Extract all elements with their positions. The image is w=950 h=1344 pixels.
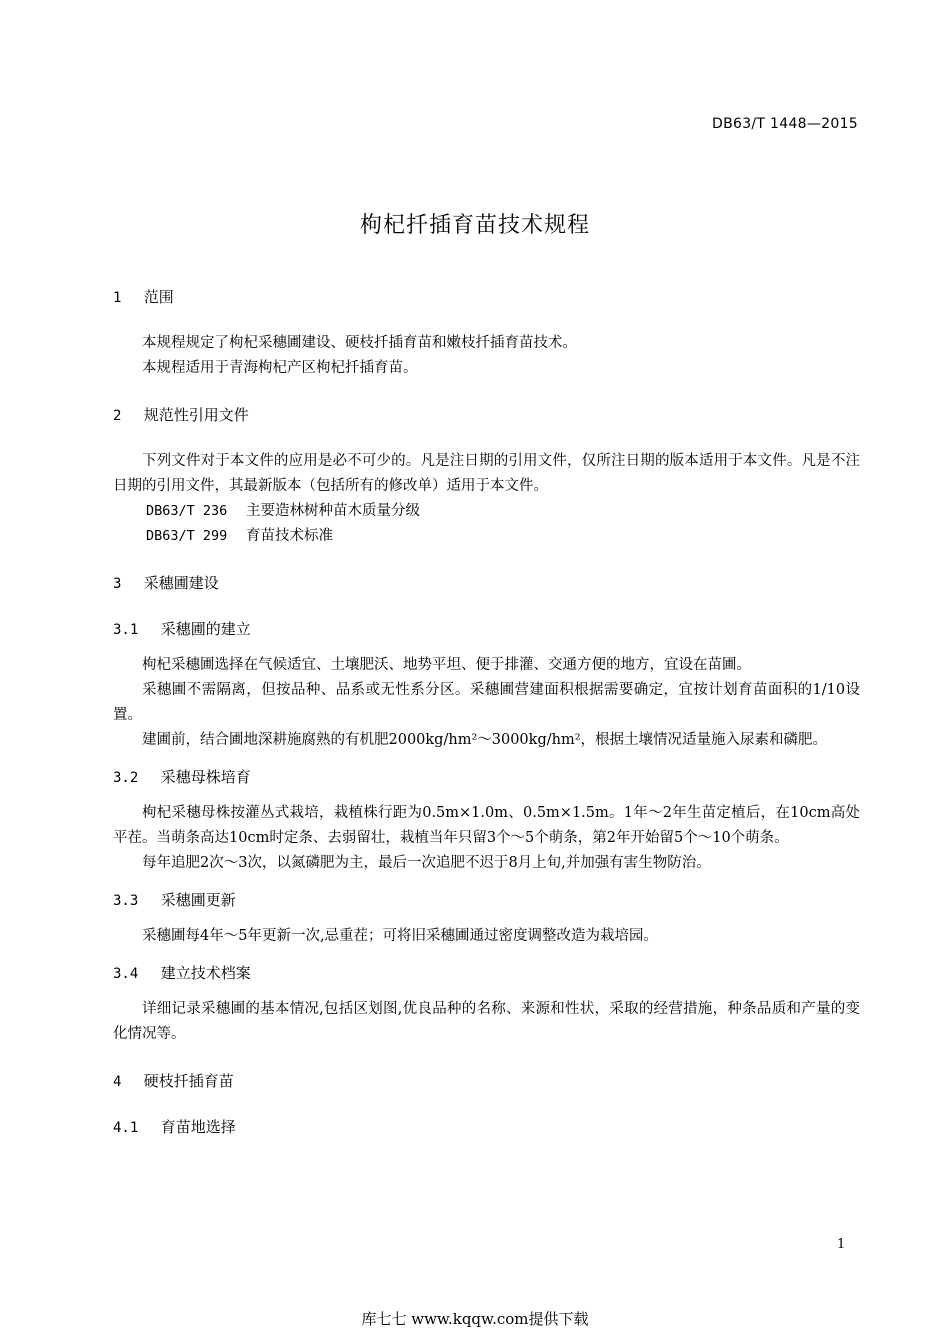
paragraph: 下列文件对于本文件的应用是必不可少的。凡是注日期的引用文件，仅所注日期的版本适用于本文件。凡是不注日期的引用文件，其最新版本（包括所有的修改单）适用于本文件。 (113, 453, 860, 494)
reference-code: DB63/T 236 (146, 503, 228, 519)
subsection-number: 3.4 (113, 966, 139, 982)
document-header-code: DB63/T 1448—2015 (712, 116, 858, 132)
paragraph: 枸杞采穗圃选择在气候适宜、土壤肥沃、地势平坦、便于排灌、交通方便的地方，宜设在苗圃。 (142, 657, 751, 673)
subsection-number: 3.2 (113, 770, 139, 786)
subsection-3-1-heading (113, 617, 860, 641)
download-footer: 库七七 www.kqqw.com提供下载 (361, 1310, 589, 1328)
section-number: 3 (113, 576, 122, 592)
reference-item (113, 524, 860, 549)
document-title: 枸杞扦插育苗技术规程 (359, 213, 590, 238)
subsection-3-4-heading (113, 961, 860, 985)
paragraph: 每年追肥2次～3次，以氮磷肥为主，最后一次追肥不迟于8月上旬,并加强有害生物防治。 (142, 855, 711, 871)
reference-name: 育苗技术标准 (246, 528, 333, 544)
section-1-heading (113, 285, 860, 309)
section-title: 采穗圃建设 (143, 574, 219, 592)
section-2-heading (113, 403, 860, 427)
subsection-number: 4.1 (113, 1120, 139, 1136)
paragraph: 采穗圃不需隔离，但按品种、品系或无性系分区。采穗圃营建面积根据需要确定，宜按计划育苗面积的1/10设置。 (113, 682, 860, 723)
reference-item (113, 499, 860, 524)
section-number: 4 (113, 1074, 122, 1090)
section-3-heading (113, 571, 860, 595)
subsection-title: 采穗母株培育 (160, 768, 251, 786)
subsection-title: 采穗圃更新 (160, 891, 236, 909)
subsection-number: 3.1 (113, 622, 139, 638)
paragraph: 本规程规定了枸杞采穗圃建设、硬枝扦插育苗和嫩枝扦插育苗技术。 (142, 335, 577, 351)
document-body (113, 285, 860, 1139)
section-title: 范围 (143, 288, 174, 306)
subsection-title: 育苗地选择 (160, 1118, 236, 1136)
reference-code: DB63/T 299 (146, 528, 228, 544)
section-title: 硬枝扦插育苗 (143, 1072, 234, 1090)
subsection-title: 采穗圃的建立 (160, 620, 251, 638)
section-title: 规范性引用文件 (143, 406, 249, 424)
reference-name: 主要造林树种苗木质量分级 (246, 503, 420, 519)
paragraph: 详细记录采穗圃的基本情况,包括区划图,优良品种的名称、来源和性状，采取的经营措施，种条品质和产量的变化情况等。 (113, 1001, 860, 1042)
subsection-3-3-heading (113, 888, 860, 912)
section-number: 2 (113, 408, 122, 424)
subsection-3-2-heading (113, 765, 860, 789)
subsection-number: 3.3 (113, 893, 139, 909)
paragraph: 建圃前，结合圃地深耕施腐熟的有机肥2000kg/hm²～3000kg/hm²，根据土壤情况适量施入尿素和磷肥。 (142, 732, 828, 748)
paragraph: 采穗圃每4年～5年更新一次,忌重茬；可将旧采穗圃通过密度调整改造为栽培园。 (142, 928, 659, 944)
page-number: 1 (837, 1237, 846, 1252)
paragraph: 枸杞采穗母株按灌丛式栽培，栽植株行距为0.5m×1.0m、0.5m×1.5m。1年～2年生苗定植后，在10cm高处平茬。当萌条高达10cm时定条、去弱留壮，栽植当年只留3个～5个萌条，第2年开始留5个～10个萌条。 (113, 805, 860, 846)
subsection-title: 建立技术档案 (160, 964, 251, 982)
paragraph: 本规程适用于青海枸杞产区枸杞扦插育苗。 (142, 360, 418, 376)
section-4-heading (113, 1069, 860, 1093)
section-number: 1 (113, 290, 122, 306)
subsection-4-1-heading (113, 1115, 860, 1139)
